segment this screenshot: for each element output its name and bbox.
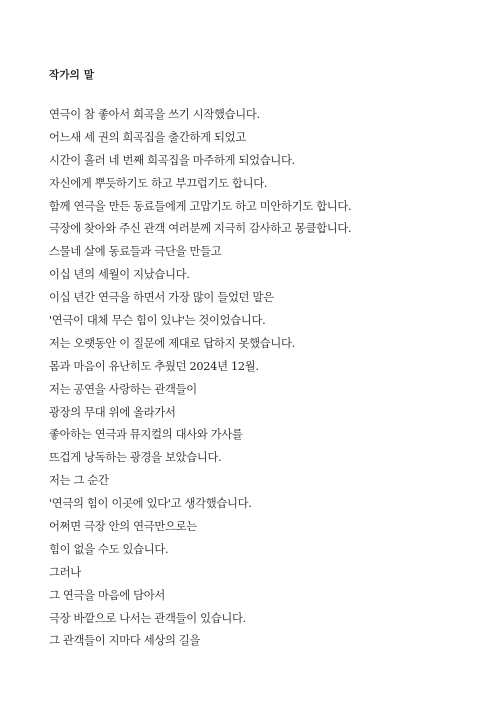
text-line: 자신에게 뿌듯하기도 하고 부끄럽기도 합니다. [49,176,268,190]
text-line: 함께 연극을 만든 동료들에게 고맙기도 하고 미안하기도 합니다. [49,199,352,213]
text-line: 이십 년간 연극을 하면서 가장 많이 들었던 말은 [49,291,274,305]
text-line: '연극의 힘이 이곳에 있다'고 생각했습니다. [49,497,252,511]
text-line: 극장에 찾아와 주신 관객 여러분께 지극히 감사하고 몽클합니다. [49,222,352,236]
text-line: 이십 년의 세월이 지났습니다. [49,268,190,282]
text-line: 시간이 흘러 네 번째 희곡집을 마주하게 되었습니다. [49,153,295,167]
text-line: 뜨겁게 낭독하는 광경을 보았습니다. [49,451,222,465]
section-title: 작가의 말 [49,69,95,81]
text-line: 그러나 [49,565,81,579]
text-line: 그 연극을 마음에 담아서 [49,588,166,602]
text-line: 스물네 살에 동료들과 극단을 만들고 [49,245,222,259]
text-line: 극장 바깥으로 나서는 관객들이 있습니다. [49,611,246,625]
text-line: 저는 오랫동안 이 질문에 제대로 답하지 못했습니다. [49,336,295,350]
text-line: 광장의 무대 위에 올라가서 [49,405,176,419]
text-line: 힘이 없을 수도 있습니다. [49,542,169,556]
text-line: 연극이 참 좋아서 희곡을 쓰기 시작했습니다. [49,108,260,121]
body-text [49,107,469,656]
text-line: 저는 그 순간 [49,474,109,488]
text-line: 그 관객들이 지마다 세상의 길을 [49,634,201,648]
text-line: 몸과 마음이 유난히도 추웠던 2024년 12월. [49,359,259,373]
text-line: 좋아하는 연극과 뮤지컬의 대사와 가사를 [49,428,243,442]
text-line: 어느새 세 권의 희곡집을 출간하게 되었고 [49,130,246,144]
text-line: 어쩌면 극장 안의 연극만으로는 [49,520,197,534]
text-line: 저는 공연을 사랑하는 관객들이 [49,382,197,396]
text-line: '연극이 대체 무슨 힘이 있냐'는 것이었습니다. [49,314,266,328]
